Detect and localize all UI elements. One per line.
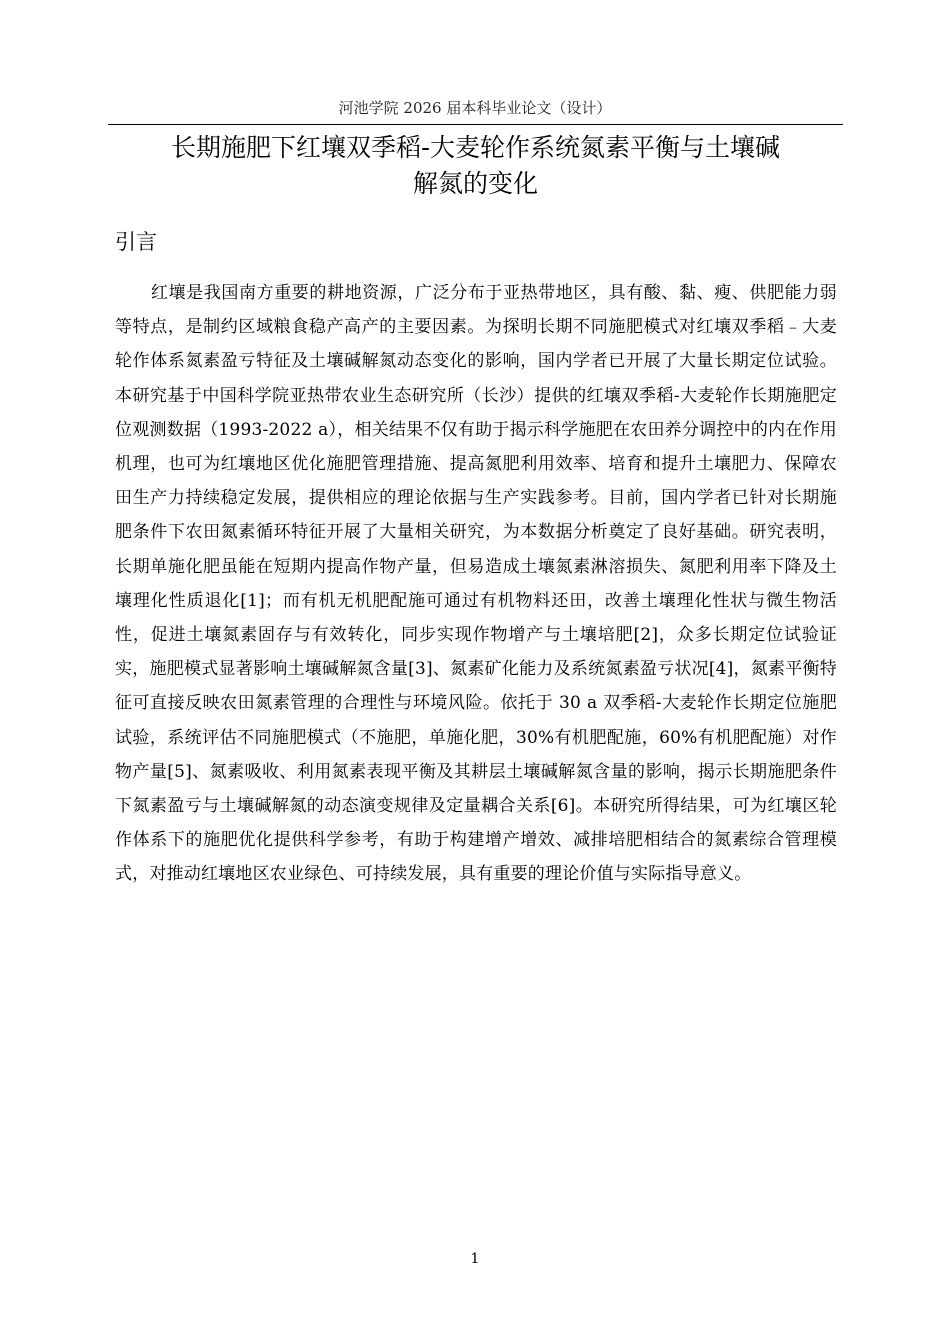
title-line-2: 解氮的变化 xyxy=(412,169,538,198)
page-number: 1 xyxy=(470,1251,480,1267)
section-heading: 引言 xyxy=(115,230,157,254)
header-rule xyxy=(108,124,843,125)
document-title xyxy=(108,130,843,202)
body-paragraph: 红壤是我国南方重要的耕地资源，广泛分布于亚热带地区，具有酸、黏、瘦、供肥能力弱等特点，是制约区域粮食稳产高产的主要因素。为探明长期不同施肥模式对红壤双季稻﹣大麦轮作体系氮素盈亏特征及土壤碱解氮动态变化的影响，国内学者已开展了大量长期定位试验。本研究基于中国科学院亚热带农业生态研究所（长沙）提供的红壤双季稻-大麦轮作长期施肥定位观测数据（1993-2022 a），相关结果不仅有助于揭示科学施肥在农田养分调控中的内在作用机理，也可为红壤地区优化施肥管理措施、提高氮肥利用效率、培育和提升土壤肥力、保障农田生产力持续稳定发展，提供相应的理论依据与生产实践参考。目前，国内学者已针对长期施肥条件下农田氮素循环特征开展了大量相关研究，为本数据分析奠定了良好基础。研究表明，长期单施化肥虽能在短期内提高作物产量，但易造成土壤氮素淋溶损失、氮肥利用率下降及土壤理化性质退化[1]；而有机无机肥配施可通过有机物料还田，改善土壤理化性状与微生物活性，促进土壤氮素固存与有效转化，同步实现作物增产与土壤培肥[2]，众多长期定位试验证实，施肥模式显著影响土壤碱解氮含量[3]、氮素矿化能力及系统氮素盈亏状况[4]，氮素平衡特征可直接反映农田氮素管理的合理性与环境风险。依托于 30 a 双季稻-大麦轮作长期定位施肥试验，系统评估不同施肥模式（不施肥，单施化肥，30%有机肥配施，60%有机肥配施）对作物产量[5]、氮素吸收、利用氮素表现平衡及其耕层土壤碱解氮含量的影响，揭示长期施肥条件下氮素盈亏与土壤碱解氮的动态演变规律及定量耦合关系[6]。本研究所得结果，可为红壤区轮作体系下的施肥优化提供科学参考，有助于构建增产增效、减排培肥相结合的氮素综合管理模式，对推动红壤地区农业绿色、可持续发展，具有重要的理论价值与实际指导意义。 xyxy=(115,283,837,885)
title-line-1: 长期施肥下红壤双季稻-大麦轮作系统氮素平衡与土壤碱 xyxy=(170,133,781,162)
running-header: 河池学院 2026 届本科毕业论文（设计） xyxy=(338,99,612,117)
